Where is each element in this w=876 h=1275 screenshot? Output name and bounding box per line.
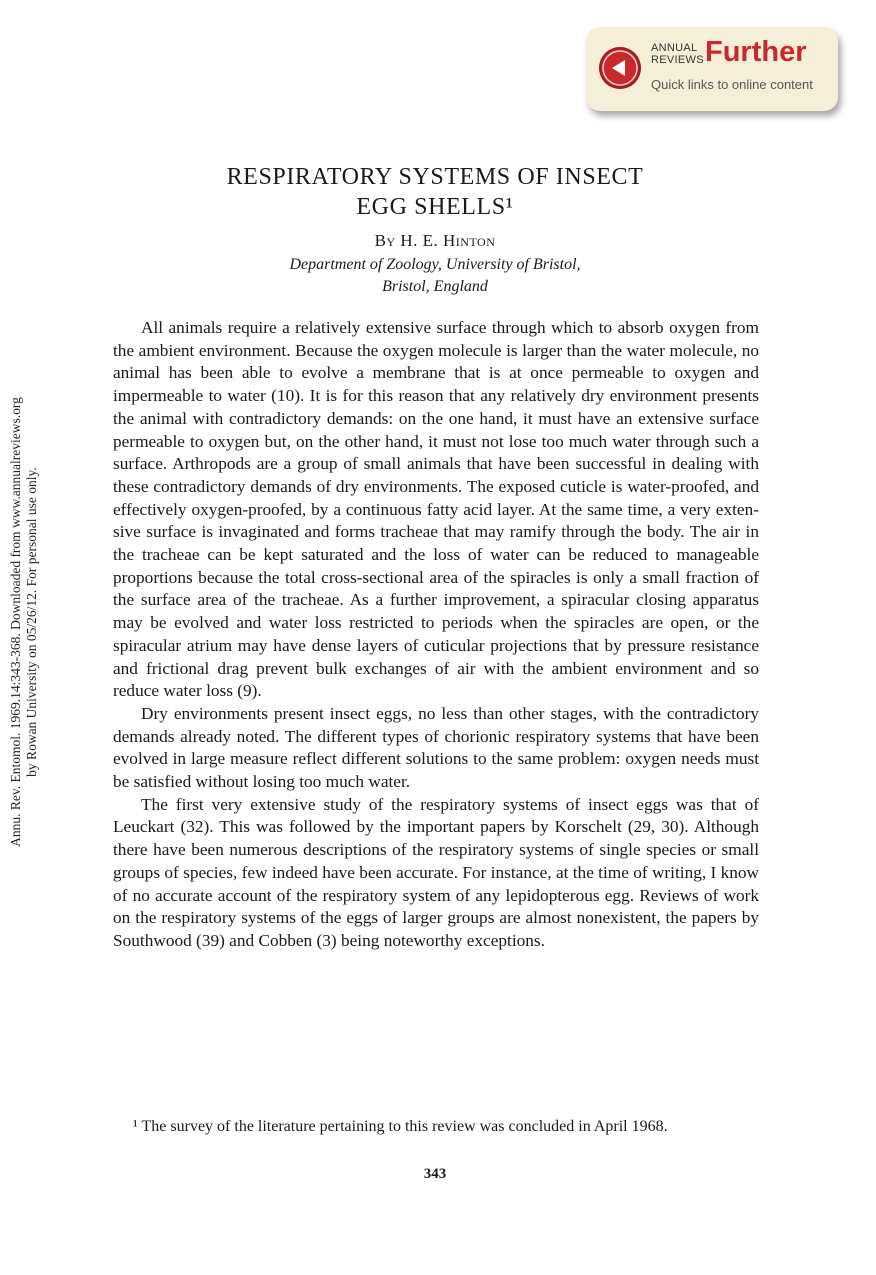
badge-annual-text: ANNUAL — [651, 42, 698, 54]
badge-subtitle: Quick links to online content — [651, 77, 813, 92]
author-byline: By H. E. Hinton — [374, 231, 496, 250]
footnote-text: ¹ The survey of the literature pertaining to this review was concluded in April 1968. — [133, 1118, 668, 1135]
badge-reviews-text: REVIEWS — [651, 54, 704, 66]
side-note-line-1: Annu. Rev. Entomol. 1969.14:343-368. Downloaded from www.annualreviews.org — [8, 397, 23, 847]
side-note-line-2: by Rowan University on 05/26/12. For personal use only. — [24, 467, 39, 777]
footnote — [113, 1116, 761, 1137]
article-title-line-1: RESPIRATORY SYSTEMS OF INSECT — [226, 164, 644, 190]
badge-further-text: Further — [705, 36, 807, 68]
page-number: 343 — [423, 1166, 447, 1182]
paragraph-3: The first very extensive study of the respiratory systems of insect eggs was that of Leuckart (32). This was followed by the important papers by Korschelt (29, 30). Although there have been numerous descriptions of the respiratory systems of single species or small groups of species, few indeed have been accurate. For instance, at the time of writing, I know of no accurate account of the respiratory system of any lepidopterous egg. Reviews of work on the respiratory systems of the eggs of larger groups are almost nonexistent, the papers by Southwood (39) and Cobben (3) being noteworthy exceptions. — [113, 794, 759, 950]
affiliation-line-2: Bristol, England — [382, 278, 488, 295]
article-body — [113, 317, 759, 953]
paragraph-1: All animals require a relatively extensive surface through which to absorb oxygen from the ambient environment. Because the oxygen molecule is larger than the water molecule, no animal has been able to evolve a membrane that is at once permeable to oxygen and impermeable to water (10). It is for this reason that any relatively dry environment presents the animal with contradictory demands: on the one hand, it must have an extensive surface permeable to oxygen but, on the other hand, it must not lose too much water through such a surface. Arthropods are a group of small animals that have been successful in dealing with these contradictory demands of dry environments. The exposed cuticle is water-proofed, and effectively oxygen-proofed, by a continuous fatty acid layer. At the same time, a very extensive surface is invaginated and forms tracheae that may ramify through the body. The air in the tracheae can be kept saturated and the loss of water can be reduced to manageable proportions because the total cross-sectional area of the spiracles is only a small fraction of the surface area of the tracheae. As a further improvement, a spiracular closing apparatus may be evolved and water loss restricted to periods when the spiracles are open, or the spiracular atrium may have dense layers of cuticular projections that by pressure resistance and frictional drag prevent bulk exchanges of air with the ambient environment and so reduce water loss (9). — [113, 318, 759, 701]
article-title-line-2: EGG SHELLS¹ — [356, 194, 514, 220]
affiliation-line-1: Department of Zoology, University of Bristol, — [289, 256, 581, 273]
back-arrow-icon[interactable] — [599, 47, 641, 89]
paragraph-2: Dry environments present insect eggs, no less than other stages, with the contradictory demands already noted. The different types of chorionic respiratory systems that have been evolved in large measure reflect different solutions to the same problem: oxygen needs must be satisfied without losing too much water. — [113, 703, 759, 792]
annual-reviews-further-badge[interactable] — [586, 27, 838, 111]
download-side-note — [8, 342, 40, 902]
badge-brand — [651, 42, 704, 66]
